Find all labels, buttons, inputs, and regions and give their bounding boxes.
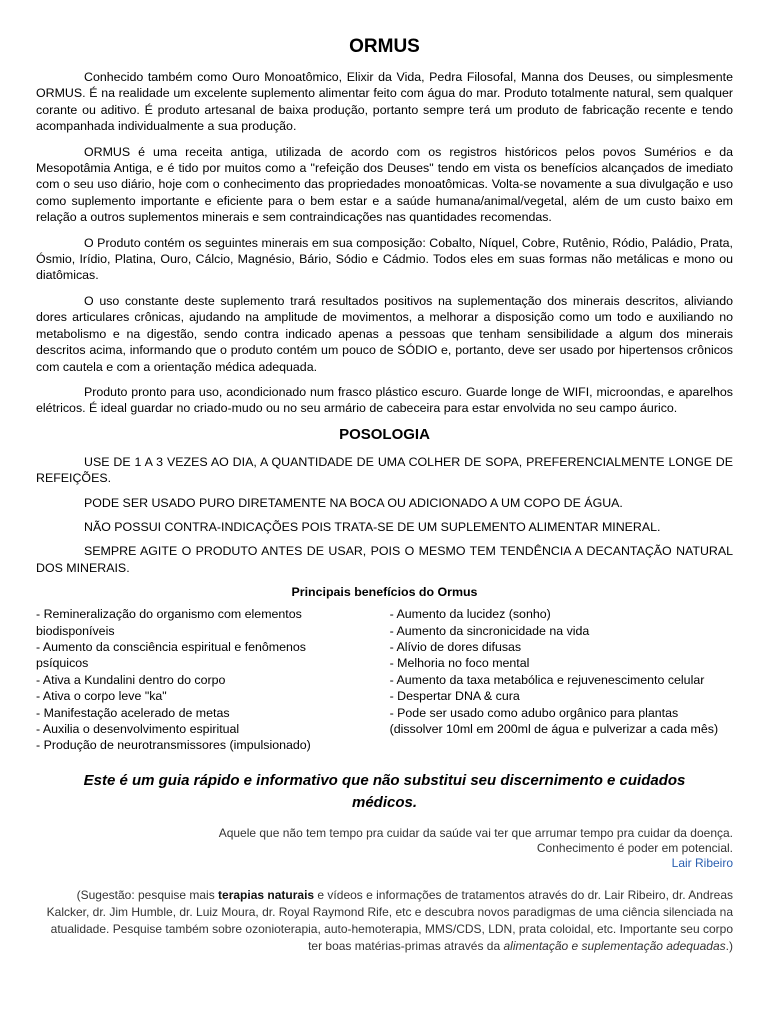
benefits-heading: Principais benefícios do Ormus (291, 585, 478, 600)
benefit-item: - Manifestação acelerado de metas (36, 705, 230, 720)
posologia-item: SEMPRE AGITE O PRODUTO ANTES DE USAR, POIS O MESMO TEM TENDÊNCIA A DECANTAÇÃO NATURAL DOS MINERAIS. (36, 544, 733, 575)
quote-line: Conhecimento é poder em potencial. (536, 840, 733, 855)
benefits-columns (36, 606, 733, 754)
composition-paragraph: O Produto contém os seguintes minerais em sua composição: Cobalto, Níquel, Cobre, Rutênio, Ródio, Paládio, Prata, Ósmio, Irídio, Platina, Ouro, Cálcio, Magnésio, Bário, Sódio e Cádmio. Todos eles em suas formas não metálicas e mono ou diatômicas. (36, 235, 733, 283)
suggestion-text: e vídeos e informações de tratamentos através do dr. Lair Ribeiro, dr. Andreas Kalcker, dr. Jim Humble, dr. Luiz Moura, dr. Royal Raymond Rife, etc e descubra novos paradigmas de uma ciência silenciada na atualidade. Pesquise também sobre ozonioterapia, auto-hemoterapia, MMS/CDS, LDN, prata coloidal, etc. Importante seu corpo ter boas matérias-primas através da (46, 887, 733, 953)
quote-line: Aquele que não tem tempo pra cuidar da saúde vai ter que arrumar tempo pra cuidar da doença. (218, 825, 733, 840)
quote-block (36, 826, 733, 871)
suggestion-text: .) (725, 938, 733, 953)
posologia-heading: POSOLOGIA (339, 425, 430, 443)
intro-paragraph: Conhecido também como Ouro Monoatômico, Elixir da Vida, Pedra Filosofal, Manna dos Deuses, ou simplesmente ORMUS. É na realidade um excelente suplemento alimentar feito com água do mar. Produto totalmente natural, sem qualquer corante ou aditivo. É produto artesanal de baixa produção, portanto sempre terá um produto de fabricação recente e tendo acompanhada individualmente a sua produção. (36, 70, 733, 134)
benefits-left-column (36, 606, 360, 754)
suggestion-italic-text: alimentação e suplementação adequadas (503, 938, 726, 953)
benefit-item: - Aumento da sincronicidade na vida (389, 623, 590, 638)
disclaimer-guide: Este é um guia rápido e informativo que não substitui seu discernimento e cuidados médicos. (83, 771, 686, 811)
benefit-item: - Ativa o corpo leve "ka" (36, 689, 167, 704)
benefit-item: - Pode ser usado como adubo orgânico para plantas (dissolver 10ml em 200ml de água e pulverizar a cada mês) (389, 705, 719, 736)
storage-paragraph: Produto pronto para uso, acondicionado num frasco plástico escuro. Guarde longe de WIFI, microondas, e aparelhos elétricos. É ideal guardar no criado-mudo ou no seu armário de cabeceira para estar envolvida no seu campo áurico. (36, 384, 733, 416)
posologia-item: PODE SER USADO PURO DIRETAMENTE NA BOCA OU ADICIONADO A UM COPO DE ÁGUA. (84, 495, 623, 510)
document-title: ORMUS (349, 36, 420, 57)
benefit-item: - Produção de neurotransmissores (impulsionado) (36, 738, 311, 753)
posologia-item: USE DE 1 A 3 VEZES AO DIA, A QUANTIDADE DE UMA COLHER DE SOPA, PREFERENCIALMENTE LONGE DE REFEIÇÕES. (36, 454, 733, 486)
suggestion-bold-text: terapias naturais (218, 887, 315, 902)
benefit-item: - Aumento da lucidez (sonho) (389, 607, 551, 622)
benefit-item: - Alívio de dores difusas (389, 639, 522, 654)
suggestion-text: (Sugestão: pesquise mais (76, 887, 219, 902)
benefit-item: - Melhoria no foco mental (389, 656, 530, 671)
benefit-item: - Aumento da taxa metabólica e rejuvenescimento celular (389, 672, 705, 687)
history-paragraph: ORMUS é uma receita antiga, utilizada de acordo com os registros históricos pelos povos Sumérios e da Mesopotâmia Antiga, e é tido por muitos como a "refeição dos Deuses" tendo em vista os benefícios alcançados de imediato com o seu uso diário, hoje com o conhecimento das propriedades monoatômicas. Volta-se novamente a sua divulgação e uso como suplemento importante e eficiente para o bem estar e a saúde humana/animal/vegetal, além de um custo baixo em relação a outros suplementos minerais e sem contraindicações nas quantidades recomendas. (36, 144, 733, 225)
posologia-item: NÃO POSSUI CONTRA-INDICAÇÕES POIS TRATA-SE DE UM SUPLEMENTO ALIMENTAR MINERAL. (84, 519, 661, 534)
benefit-item: - Ativa a Kundalini dentro do corpo (36, 672, 226, 687)
benefit-item: - Aumento da consciência espiritual e fenômenos psíquicos (36, 639, 306, 671)
benefit-item: - Despertar DNA & cura (389, 689, 520, 704)
quote-author: Lair Ribeiro (671, 855, 733, 870)
benefit-item: - Remineralização do organismo com elementos biodisponíveis (36, 607, 302, 638)
usage-results-paragraph: O uso constante deste suplemento trará resultados positivos na suplementação dos minerais descritos, aliviando dores articulares crônicas, ajudando na amplitude de movimentos, a melhorar a disposição como um todo e auxiliando no metabolismo e na digestão, sendo contra indicado apenas a pessoas que tenham sensibilidade a algum dos minerais descritos acima, informando que o produto contém um pouco de SÓDIO e, portanto, deve ser usado por hipertensos crônicos com cautela e com a orientação médica adequada. (36, 293, 733, 374)
suggestion-paragraph (36, 887, 733, 955)
benefits-right-column (390, 606, 733, 754)
benefit-item: - Auxilia o desenvolvimento espiritual (36, 722, 240, 736)
